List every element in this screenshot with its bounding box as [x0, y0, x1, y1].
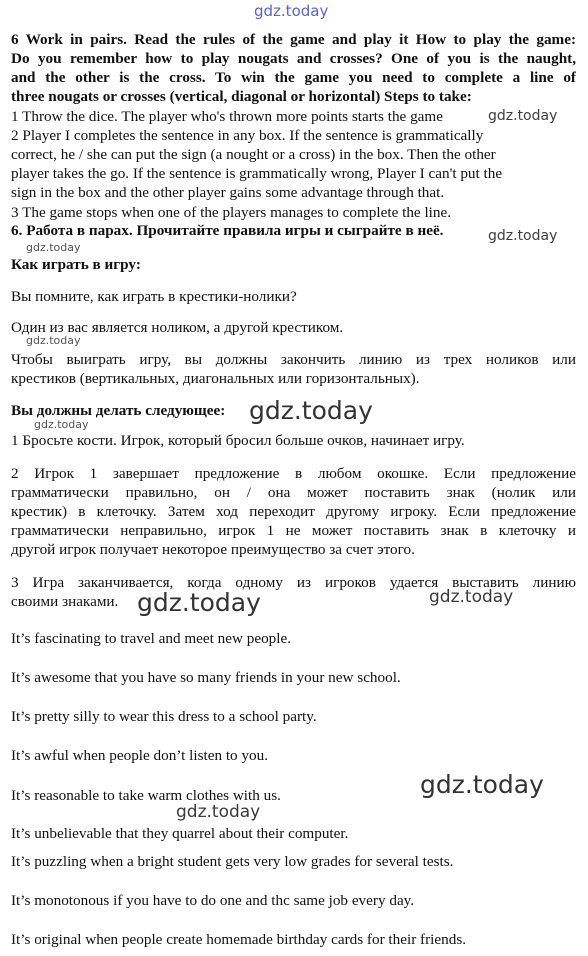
english-step-2-line-1: 2 Player I completes the sentence in any box. If the sentence is grammatically: [11, 127, 484, 144]
sentence-6: It’s unbelievable that they quarrel about their computer.: [11, 825, 349, 842]
english-step-2-line-2: correct, he / she can put the sign (a nought or a cross) in the box. Then the other: [11, 146, 496, 163]
watermark: gdz.today: [420, 770, 544, 799]
watermark: gdz.today: [34, 418, 89, 431]
russian-p1: Вы помните, как играть в крестики-нолики?: [11, 288, 297, 305]
watermark: gdz.today: [26, 334, 81, 347]
sentence-8: It’s monotonous if you have to do one and thc same job every day.: [11, 892, 415, 909]
sentence-7: It’s puzzling when a bright student gets very low grades for several tests.: [11, 853, 454, 870]
watermark: gdz.today: [429, 587, 514, 607]
russian-step-2-line-1: 2 Игрок 1 завершает предложение в любом окошке. Если предложение: [11, 465, 576, 482]
watermark: gdz.today: [26, 241, 81, 254]
sentence-2: It’s awesome that you have so many friends in your new school.: [11, 669, 401, 686]
russian-step-2-line-3: крестик) в клеточку. Затем ход переходит другому игроку. Если предложение: [11, 503, 576, 520]
russian-step-2-line-4: грамматически неправильно, игрок 1 не может поставить знак в клеточку и: [11, 522, 576, 539]
sentence-4: It’s awful when people don’t listen to you.: [11, 747, 269, 764]
sentence-3: It’s pretty silly to wear this dress to a school party.: [11, 708, 317, 725]
english-step-2-line-3: player takes the go. If the sentence is grammatically wrong, Player I can't put the: [11, 165, 503, 182]
watermark: gdz.today: [249, 396, 373, 425]
sentence-5: It’s reasonable to take warm clothes with us.: [11, 787, 281, 804]
russian-step-2-line-2: грамматически правильно, он / она может поставить знак (нолик или: [11, 484, 576, 501]
russian-step-3-line-2: своими знаками.: [11, 593, 119, 610]
sentence-9: It’s original when people create homemade birthday cards for their friends.: [11, 931, 467, 948]
russian-p3-line-2: крестиков (вертикальных, диагональных или горизонтальных).: [11, 370, 420, 387]
watermark: gdz.today: [137, 588, 261, 617]
russian-step-1: 1 Бросьте кости. Игрок, который бросил больше очков, начинает игру.: [11, 432, 465, 449]
russian-step-3-line-1: 3 Игра заканчивается, когда одному из игроков удается выставить линию: [11, 574, 576, 591]
russian-p3-line-1: Чтобы выиграть игру, вы должны закончить линию из трех ноликов или: [11, 351, 576, 368]
russian-heading: 6. Работа в парах. Прочитайте правила игры и сыграйте в неё.: [11, 222, 444, 239]
english-heading-line-3: and the other is the cross. To win the game you need to complete a line of: [11, 69, 576, 86]
watermark: gdz.today: [488, 228, 558, 244]
english-heading-line-2: Do you remember how to play nougats and crosses? One of you is the naught,: [11, 50, 576, 67]
how-to-play-heading: Как играть в игру:: [11, 256, 141, 273]
watermark: gdz.today: [488, 108, 558, 124]
sentence-1: It’s fascinating to travel and meet new people.: [11, 630, 292, 647]
english-step-2-line-4: sign in the box and the other player gains some advantage through that.: [11, 184, 445, 201]
watermark-logo: gdz.today: [254, 2, 329, 20]
english-step-1: 1 Throw the dice. The player who's thrown more points starts the game: [11, 108, 443, 125]
steps-heading: Вы должны делать следующее:: [11, 402, 226, 419]
watermark: gdz.today: [176, 802, 261, 822]
russian-p2: Один из вас является ноликом, а другой крестиком.: [11, 319, 344, 336]
english-step-3: 3 The game stops when one of the players manages to complete the line.: [11, 204, 452, 221]
russian-step-2-line-5: другой игрок получает некоторое преимущество за счет этого.: [11, 541, 415, 558]
english-heading-line-1: 6 Work in pairs. Read the rules of the game and play it How to play the game:: [11, 31, 576, 48]
english-heading-line-4: three nougats or crosses (vertical, diagonal or horizontal) Steps to take:: [11, 88, 472, 105]
